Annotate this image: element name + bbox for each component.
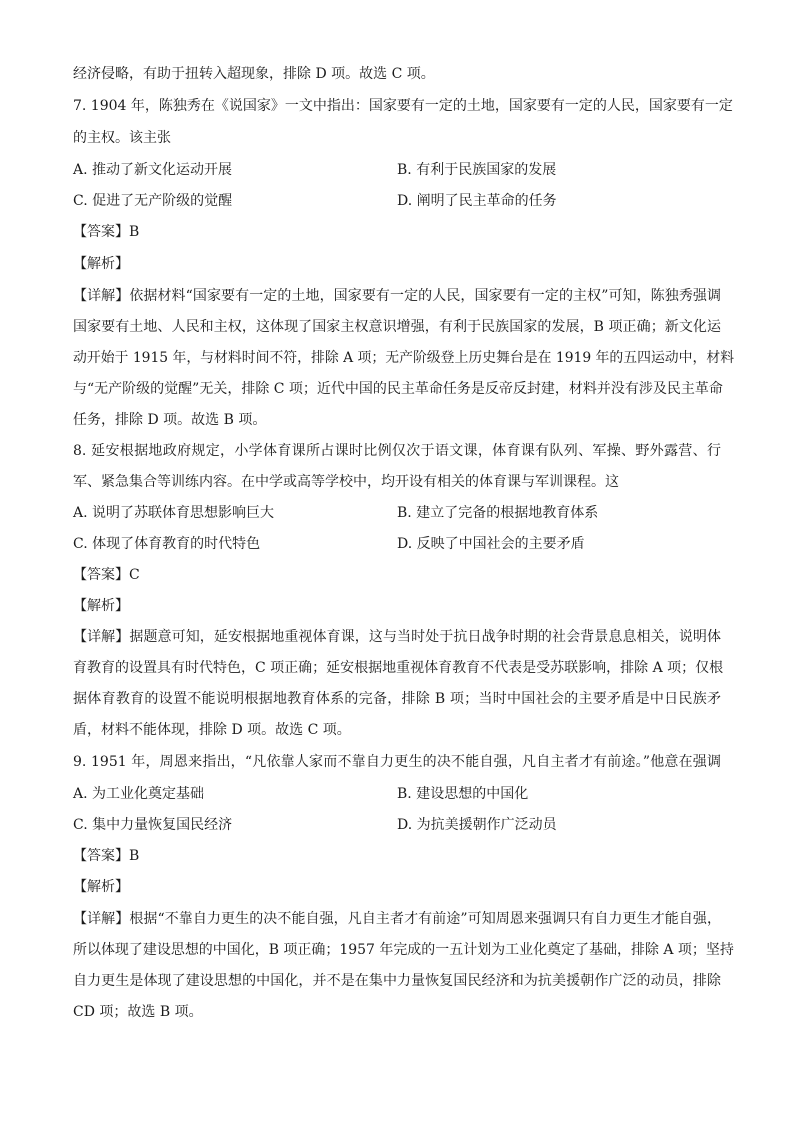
question-9-detail-line-2: 所以体现了建设思想的中国化，B 项正确；1957 年完成的一五计划为工业化奠定了基础，排除 A 项；坚持	[73, 942, 734, 958]
intro-text: 经济侵略，有助于扭转入超现象，排除 D 项。故选 C 项。	[73, 66, 435, 82]
question-8-analysis-label: 【解析】	[73, 598, 129, 614]
question-7-stem-line-1: 7. 1904 年，陈独秀在《说国家》一文中指出：国家要有一定的土地，国家要有一定的人民，国家要有一定	[73, 98, 733, 114]
question-8-detail-line-2: 育教育的设置具有时代特色，C 项正确；延安根据地重视体育教育不代表是受苏联影响，排除 A 项；仅根	[73, 660, 724, 676]
question-8-stem-line-1: 8. 延安根据地政府规定，小学体育课所占课时比例仅次于语文课，体育课有队列、军操、野外露营、行	[73, 443, 721, 459]
question-7-detail-line-2: 国家要有土地、人民和主权，这体现了国家主权意识增强，有利于民族国家的发展，B 项正确；新文化运	[73, 319, 721, 335]
question-7-option-b: B. 有利于民族国家的发展	[397, 162, 557, 178]
question-7-analysis-label: 【解析】	[73, 256, 129, 272]
question-8-answer: 【答案】C	[73, 567, 140, 583]
question-9-analysis-label: 【解析】	[73, 879, 129, 895]
question-7-answer: 【答案】B	[73, 224, 140, 240]
question-7-detail-line-3: 动开始于 1915 年，与材料时间不符，排除 A 项；无产阶级登上历史舞台是在 1919 年的五四运动中，材料	[73, 350, 735, 366]
question-9-option-d: D. 为抗美援朝作广泛动员	[397, 817, 557, 833]
question-9-option-a: A. 为工业化奠定基础	[73, 786, 205, 802]
question-7-detail-line-4: 与“无产阶级的觉醒”无关，排除 C 项；近代中国的民主革命任务是反帝反封建，材料并没有涉及民主革命	[73, 381, 723, 397]
question-8-detail-line-1: 【详解】据题意可知，延安根据地重视体育课，这与当时处于抗日战争时期的社会背景息息相关，说明体	[73, 629, 721, 645]
question-8-detail-line-4: 盾，材料不能体现，排除 D 项。故选 C 项。	[73, 722, 351, 738]
question-9-detail-line-1: 【详解】根据“不靠自力更生的决不能自强，凡自主者才有前途”可知周恩来强调只有自力更生才能自强，	[73, 911, 721, 927]
question-8-option-b: B. 建立了完备的根据地教育体系	[397, 505, 599, 521]
question-9-answer: 【答案】B	[73, 848, 140, 864]
question-7-option-d: D. 阐明了民主革命的任务	[397, 193, 557, 209]
question-7-detail-line-5: 任务，排除 D 项。故选 B 项。	[73, 412, 267, 428]
question-7-option-a: A. 推动了新文化运动开展	[73, 162, 233, 178]
question-8-option-d: D. 反映了中国社会的主要矛盾	[397, 536, 585, 552]
question-8-stem-line-2: 军、紧急集合等训练内容。在中学或高等学校中，均开设有相关的体育课与军训课程。这	[73, 474, 619, 490]
question-7-option-c: C. 促进了无产阶级的觉醒	[73, 193, 233, 209]
question-9-option-b: B. 建设思想的中国化	[397, 786, 529, 802]
question-8-option-c: C. 体现了体育教育的时代特色	[73, 536, 261, 552]
question-9-stem-line-1: 9. 1951 年，周恩来指出，“凡依靠人家而不靠自力更生的决不能自强，凡自主者才有前途。”他意在强调	[73, 754, 721, 770]
question-8-detail-line-3: 据体育教育的设置不能说明根据地教育体系的完备，排除 B 项；当时中国社会的主要矛盾是中日民族矛	[73, 691, 721, 707]
question-7-detail-line-1: 【详解】依据材料“国家要有一定的土地，国家要有一定的人民，国家要有一定的主权”可知，陈独秀强调	[73, 288, 721, 304]
question-9-detail-line-3: 自力更生是体现了建设思想的中国化，并不是在集中力量恢复国民经济和为抗美援朝作广泛的动员，排除	[73, 973, 721, 989]
question-8-option-a: A. 说明了苏联体育思想影响巨大	[73, 505, 275, 521]
question-9-option-c: C. 集中力量恢复国民经济	[73, 817, 233, 833]
question-9-detail-line-4: CD 项；故选 B 项。	[73, 1004, 203, 1020]
question-7-stem-line-2: 的主权。该主张	[73, 130, 171, 146]
